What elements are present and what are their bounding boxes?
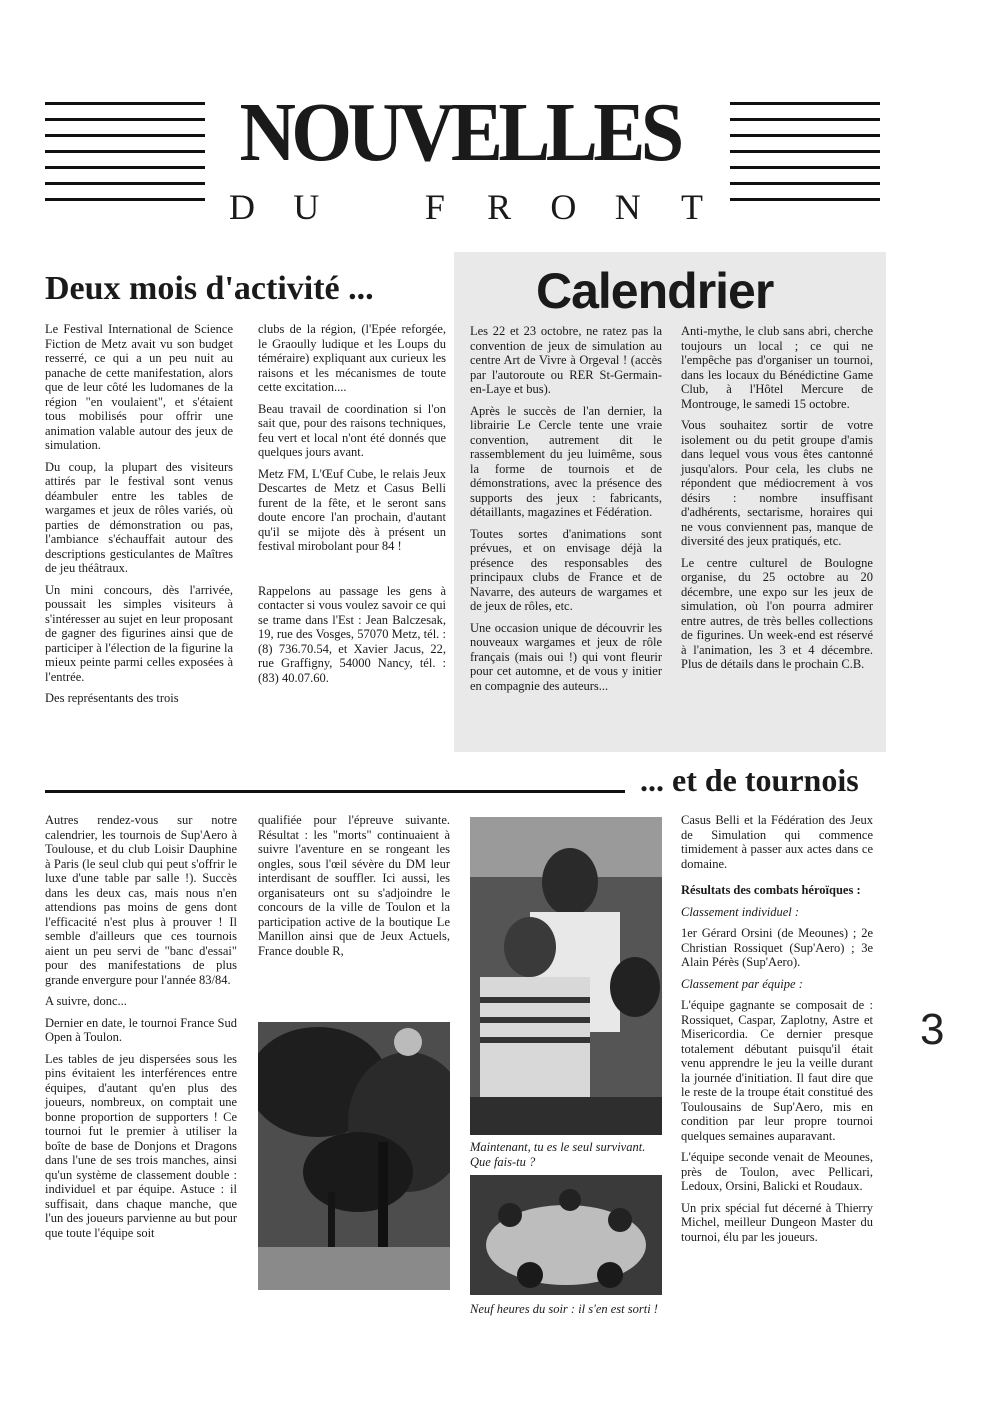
paragraph: Le Festival International de Science Fiction de Metz avait vu son budget resserré, ce qui a un peu nuit au panache de cette manifestation, alors que de leur côté les ludomanes de la région "en voulaient", et s'étaient tous mobilisés pour offrir une animation valable autour des jeux de simulation. [45, 322, 233, 452]
paragraph: L'équipe seconde venait de Meounes, près de Toulon, avec Pellicari, Ledoux, Orsini, Balicki et Roudaux. [681, 1150, 873, 1193]
paragraph: L'équipe gagnante se composait de : Rossiquet, Caspar, Zaplotny, Astre et Misericordia. Ce dernier presque totalement débutant puisqu'il était venu apprendre le jeu la veille durant la journée d'initiation. Il faut dire que le reste de la troupe était constitué des Toulousains de Sup'Aero, mis en condition par leur propre tournoi quelques semaines auparavant. [681, 998, 873, 1143]
subheading: Classement individuel : [681, 904, 800, 919]
paragraph: qualifiée pour l'épreuve suivante. Résultat : les "morts" continuaient à suivre l'aventure en se rongeant les ongles, sous l'œil sévère du DM leur interdisant de souffler. Ici aussi, les organisateurs ont su s'adjoindre le concours de la ville de Toulon et la participation active de la boutique Le Manillon ainsi que de Jeux Actuels, France double R, [258, 813, 450, 958]
masthead-subtitle: D U F R O N T [229, 187, 703, 227]
paragraph: Beau travail de coordination si l'on sait que, pour des raisons techniques, feu vert et local n'ont été donnés que quelques jours avant. [258, 401, 446, 459]
masthead-lines-left [45, 102, 205, 214]
tournois-column-2 [258, 813, 450, 965]
calendrier-column-2 [681, 324, 873, 679]
photo-night-game [470, 1175, 662, 1295]
paragraph: Vous souhaitez sortir de votre isolement ou du petit groupe d'amis dans lequel vous vous êtes cantonné jusqu'alors. Pour cela, les clubs ne répondent que médiocrement à vos désirs : nombre insuffisant d'adhérents, sectarisme, horaires qui ne vous conviennent pas, manque de diversité des jeux pratiqués, etc. [681, 418, 873, 548]
photo-players [470, 817, 662, 1135]
paragraph: Un mini concours, dès l'arrivée, poussait les simples visiteurs à s'intéresser au sujet en leur proposant de gagner des figurines ainsi que de participer à l'élection de la figurine la mieux peinte parmi celles exposées à l'entrée. [45, 582, 233, 684]
paragraph: Un prix spécial fut décerné à Thierry Michel, meilleur Dungeon Master du tournoi, élu par les joueurs. [681, 1200, 873, 1244]
photo-caption-1: Maintenant, tu es le seul survivant. Que fais-tu ? [470, 1140, 646, 1169]
results-heading: Résultats des combats héroïques : [681, 883, 861, 897]
paragraph: Toutes sortes d'animations sont prévues, et on envisage déjà la présence des responsables des principaux clubs de France et de Navarre, des auteurs de wargames et de jeux de rôles, etc. [470, 526, 662, 613]
tournois-column-4 [681, 813, 873, 1251]
paragraph: 1er Gérard Orsini (de Meounes) ; 2e Christian Rossiquet (Sup'Aero) ; 3e Alain Pérès (Sup'Aero). [681, 926, 873, 969]
activite-column-2 [258, 322, 446, 692]
paragraph: Des représentants des trois [45, 691, 179, 705]
section-heading-activite: Deux mois d'activité ... [45, 270, 374, 307]
paragraph: Anti-mythe, le club sans abri, cherche toujours un local ; ce qui ne l'empêche pas d'organiser un tournoi, dans les locaux du Bénédictine Game Club, à l'Hôtel Mercure de Montrouge, le samedi 15 octobre. [681, 324, 873, 411]
subheading: Classement par équipe : [681, 976, 803, 991]
calendrier-column-1 [470, 324, 662, 700]
paragraph: Le centre culturel de Boulogne organise, du 25 octobre au 20 décembre, une expo sur les jeux de simulation, où l'on pourra admirer entre autres, de très belles collections de figurines. Un week-end est réservé à l'animation, les 3 et 4 décembre. Plus de détails dans le prochain C.B. [681, 555, 873, 671]
activite-column-1 [45, 322, 233, 713]
paragraph: Rappelons au passage les gens à contacter si vous voulez savoir ce qui se trame dans l'Est : Jean Balczesak, 19, rue des Vosges, 57070 Metz, tél. : (8) 736.70.54, et Xavier Jacus, 22, rue Graffigny, 54000 Nancy, tél. : (83) 40.07.60. [258, 583, 446, 685]
page-number: 3 [920, 1005, 945, 1054]
masthead-lines-right [730, 102, 880, 214]
paragraph: Dernier en date, le tournoi France Sud Open à Toulon. [45, 1015, 237, 1044]
paragraph: clubs de la région, (l'Epée reforgée, le Graoully ludique et les Loups du téméraire) expliquant aux curieux les raisons et les mécanismes de toute cette excitation.... [258, 322, 446, 394]
paragraph: Metz FM, L'Œuf Cube, le relais Jeux Descartes de Metz et Casus Belli furent de la fête, et le seront sans doute encore l'an prochain, d'autant qu'il se mijote dès à présent un festival mirobolant pour 84 ! [258, 466, 446, 553]
tournois-heading: ... et de tournois [640, 762, 859, 798]
photo-caption-2: Neuf heures du soir : il s'en est sorti ! [470, 1302, 658, 1316]
paragraph: Une occasion unique de découvrir les nouveaux wargames et jeux de rôle français (mais oui !) qui vont fleurir pour cet automne, et de vous y initier en compagnie des auteurs... [470, 620, 662, 693]
paragraph: Les 22 et 23 octobre, ne ratez pas la convention de jeux de simulation au centre Art de Vivre à Orgeval ! (accès par l'autoroute ou RER St-Germain-en-Laye et bus). [470, 324, 662, 396]
paragraph: Autres rendez-vous sur notre calendrier, les tournois de Sup'Aero à Toulouse, et du club Loisir Dauphine à Paris (le seul club qui peut s'offrir le luxe d'une table par salle !). Succès dans les deux cas, mais nous n'en attendions pas moins de gens dont l'efficacité n'est plus à prouver ! Il semble d'ailleurs que ces tournois aient un peu servi de "banc d'essai" pour des manifestations de plus grande envergure pour l'année 83/84. [45, 813, 237, 987]
paragraph: A suivre, donc... [45, 994, 127, 1008]
paragraph: Casus Belli et la Fédération des Jeux de Simulation qui commence timidement à passer aux actes dans ce domaine. [681, 813, 873, 871]
photo-pine-trees [258, 1022, 450, 1290]
tournois-rule [45, 790, 625, 793]
calendrier-heading: Calendrier [536, 263, 774, 319]
paragraph: Les tables de jeu dispersées sous les pins évitaient les interférences entre équipes, d'autant qu'en plus des joueurs, nombreux, on comptait une bonne proportion de supporters ! Ce tournoi fut le premier à utiliser la boîte de base de Donjons et Dragons dans l'une de ses trois manches, ainsi qu'un système de classement double : individuel et par équipe. Astuce : il suffisait, dans chaque manche, que l'un des joueurs parvienne au but pour que toute l'équipe soit [45, 1051, 237, 1240]
masthead-title: NOUVELLES [239, 86, 680, 179]
paragraph: Du coup, la plupart des visiteurs attirés par le festival sont venus déambuler entre les tables de wargames et jeux de rôles variés, où parties de démonstration ou pas, l'ambiance s'échauffait autour des descriptions gesticulantes de Maîtres de jeu théâtraux. [45, 459, 233, 575]
tournois-column-1 [45, 813, 237, 1247]
paragraph: Après le succès de l'an dernier, la librairie Le Cercle tente une vraie convention, autrement dit le rassemblement du jeu luimême, sous la forme de tournois et de démonstrations, avec la présence des supports des jeux : fabricants, détaillants, magazines et Fédération. [470, 403, 662, 519]
